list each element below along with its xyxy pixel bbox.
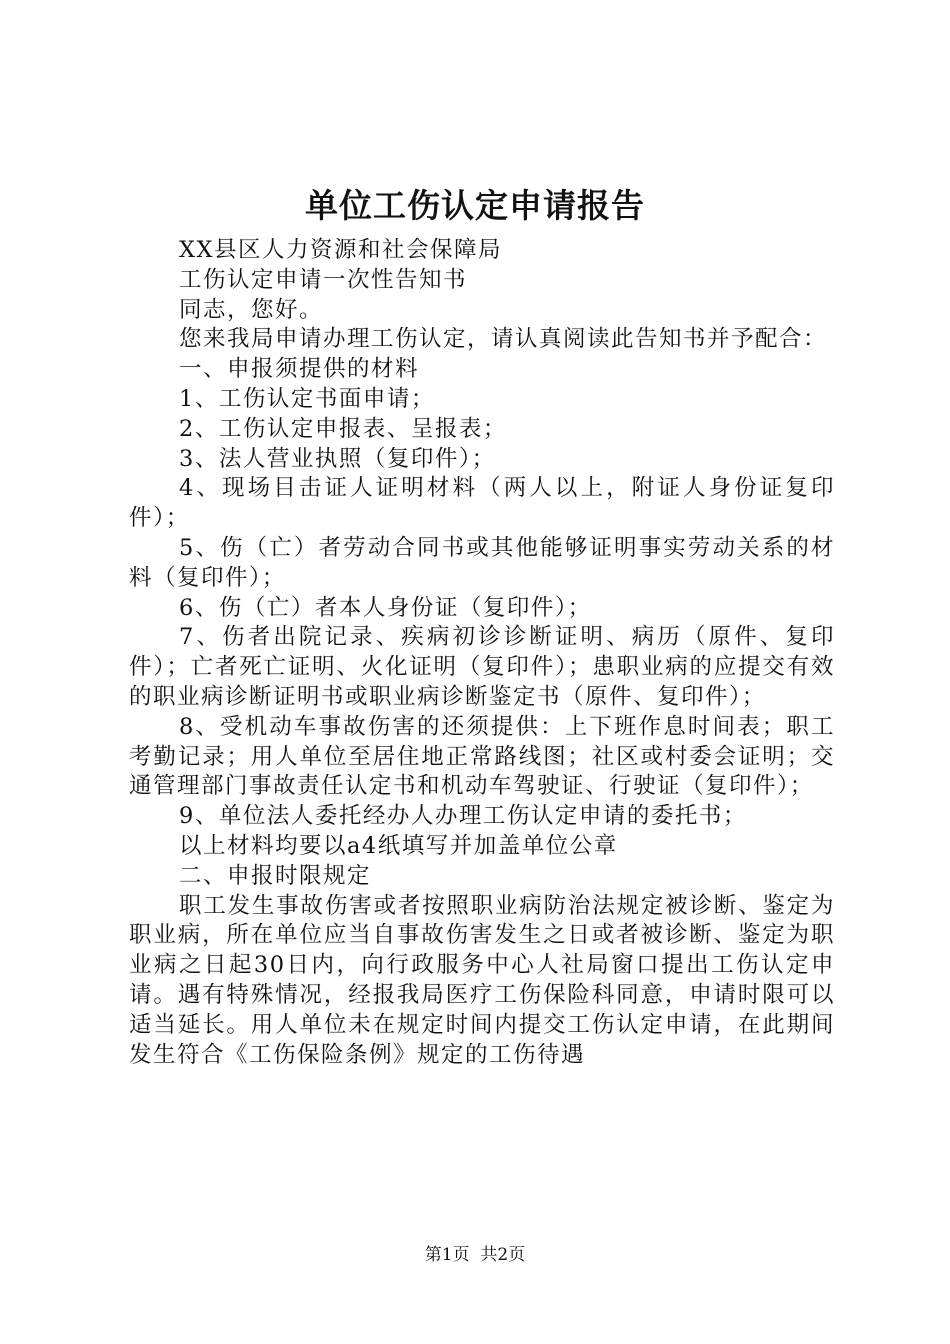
paragraph-materials-note: 以上材料均要以a4纸填写并加盖单位公章 (179, 832, 618, 859)
page-footer (0, 1244, 950, 1266)
paragraph-greeting: 同志，您好。 (179, 296, 324, 323)
document-title: 单位工伤认定申请报告 (305, 186, 645, 225)
list-item-3: 3、法人营业执照（复印件）； (179, 445, 496, 472)
list-item-9: 9、单位法人委托经办人办理工伤认定申请的委托书； (179, 803, 747, 830)
paragraph-intro: 您来我局申请办理工伤认定，请认真阅读此告知书并予配合： (179, 326, 828, 353)
list-item-4: 4、现场目击证人证明材料（两人以上，附证人身份证复印件）； (129, 475, 835, 532)
section-heading-deadline: 二、申报时限规定 (179, 862, 372, 889)
list-item-2: 2、工伤认定申报表、呈报表； (179, 415, 507, 442)
paragraph-addressee: XX县区人力资源和社会保障局 (179, 237, 503, 263)
list-item-7: 7、伤者出院记录、疾病初诊诊断证明、病历（原件、复印件）；亡者死亡证明、火化证明（复印件）；患职业病的应提交有效的职业病诊断证明书或职业病诊断鉴定书（原件、复印件）； (129, 624, 835, 710)
footer-separator (470, 1245, 481, 1265)
paragraph-notice-title: 工伤认定申请一次性告知书 (179, 266, 468, 293)
list-item-6: 6、伤（亡）者本人身份证（复印件）； (179, 594, 592, 621)
page-number: 第1页 (424, 1245, 470, 1265)
list-item-5: 5、伤（亡）者劳动合同书或其他能够证明事实劳动关系的材料（复印件）； (129, 534, 835, 591)
section-heading-materials: 一、申报须提供的材料 (179, 356, 420, 383)
paragraph-deadline: 职工发生事故伤害或者按照职业病防治法规定被诊断、鉴定为职业病，所在单位应当自事故伤害发生之日或者被诊断、鉴定为职业病之日起30日内，向行政服务中心人社局窗口提出工伤认定申请。遇有特殊情况，经报我局医疗工伤保险科同意，申请时限可以适当延长。用人单位未在规定时间内提交工伤认定申请，在此期间发生符合《工伤保险条例》规定的工伤待遇 (129, 892, 835, 1068)
document-body (129, 236, 835, 1070)
list-item-1: 1、工伤认定书面申请； (179, 385, 435, 412)
list-item-8: 8、受机动车事故伤害的还须提供：上下班作息时间表；职工考勤记录；用人单位至居住地正常路线图；社区或村委会证明；交通管理部门事故责任认定书和机动车驾驶证、行驶证（复印件）； (129, 713, 835, 800)
total-pages: 共2页 (480, 1245, 526, 1265)
